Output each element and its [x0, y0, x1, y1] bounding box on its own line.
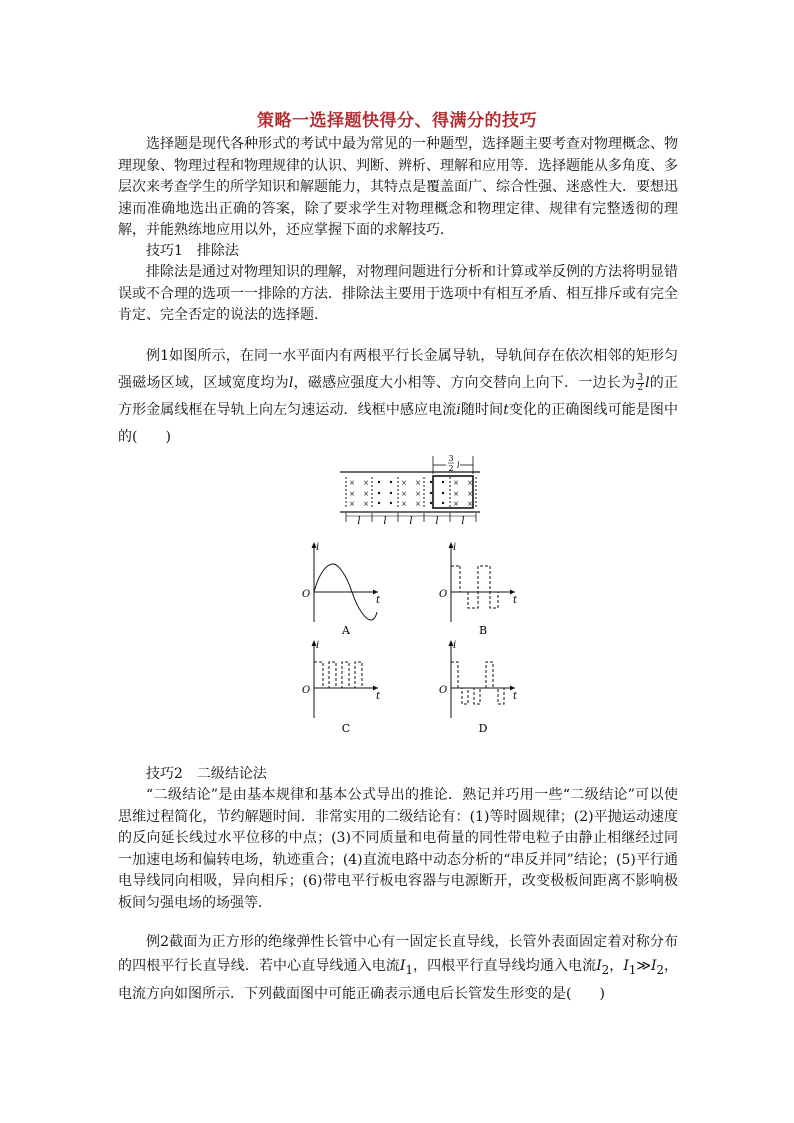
pulse-wave-d [451, 662, 504, 704]
variable-I1: I [399, 958, 406, 974]
subscript: 1 [405, 962, 413, 977]
dim-label: l [357, 516, 361, 527]
axis-t-label: t [376, 691, 381, 702]
axis-t-label: t [376, 595, 381, 606]
axis-i-label: i [316, 542, 320, 553]
svg-text:×: × [363, 479, 369, 487]
variable-t: t [503, 402, 509, 418]
svg-text:×: × [349, 479, 355, 487]
tip2-body: “二级结论”是由基本规律和基本公式导出的推论．熟记并巧用一些“二级结论”可以使思维过程简化，节约解题时间．非常实用的二级结论有：(1)等时圆规律；(2)平抛运动速度的反向延长线过水平位移的中点；(3)不同质量和电荷量的同性带电粒子由静止相继经过同一加速电场和偏转电场，轨迹重合；(4)直流电路中动态分析的“串反并同”结论；(5)平行通电导线同向相吸，异向相斥；(6)带电平行板电容器与电源断开，改变极板间距离不影响极板间匀强电场的场强等． [118, 787, 678, 911]
axis-i-label: i [453, 542, 457, 553]
variable-I2: I [596, 958, 602, 974]
example1-paragraph [118, 343, 678, 451]
field-markers [349, 479, 473, 508]
pulse-wave-c [314, 662, 362, 688]
fraction-denominator: 2 [637, 382, 644, 393]
graph-label-d: D [478, 722, 488, 735]
variable-i: i [456, 402, 461, 418]
example2-paragraph [118, 930, 678, 1006]
graph-b [439, 542, 518, 637]
example2-text: 例2截面为正方形的绝缘弹性长管中心有一固定长直导线，长管外表面固定着对称分布的四根平行长直导线．若中心直导线通入电流 [118, 934, 678, 974]
example1-text: 随时间 [460, 402, 504, 418]
axis-t-label: t [513, 691, 518, 702]
variable-I2: I [650, 958, 657, 974]
svg-text:×: × [415, 490, 421, 498]
dim-denominator: 2 [448, 464, 454, 473]
axis-t-label: t [513, 595, 518, 606]
page-title: 策略一选择题快得分、得满分的技巧 [257, 111, 537, 131]
svg-text:×: × [453, 479, 459, 487]
tip2-heading: 技巧2 二级结论法 [146, 766, 267, 782]
example2-text: ，电流方向如图所示．下列截面图中可能正确表示通电后长管发生形变的是( ) [118, 958, 679, 1002]
svg-text:×: × [363, 490, 369, 498]
fraction-numerator: 3 [637, 372, 644, 383]
subscript: 2 [656, 962, 664, 977]
graph-label-b: B [478, 624, 488, 637]
example1-figure [280, 452, 540, 742]
svg-text:×: × [415, 500, 421, 508]
fraction-three-halves [636, 374, 644, 393]
dim-var: l [457, 461, 460, 470]
variable-I1: I [623, 958, 629, 974]
svg-text:×: × [401, 490, 407, 498]
graph-label-a: A [342, 624, 350, 637]
dim-label: l [435, 516, 439, 527]
example1-text: 例1如图所示，在同一水平面内有两根平行长金属导轨，导轨间存在依次相邻的矩形匀强磁场区域，区域宽度均为 [118, 348, 678, 391]
origin-label: O [439, 589, 448, 600]
graph-d [439, 640, 518, 735]
axis-i-label: i [453, 640, 457, 651]
svg-text:×: × [349, 500, 355, 508]
svg-text:×: × [453, 500, 459, 508]
graph-c [302, 640, 381, 735]
svg-text:×: × [363, 500, 369, 508]
example2-text: ， [609, 958, 624, 974]
square-wave-b [451, 566, 498, 608]
dim-label: l [409, 516, 413, 527]
svg-text:×: × [415, 479, 421, 487]
dim-numerator: 3 [448, 454, 454, 463]
example1-text: 的正方形金属线框在导轨上向左匀速运动．线框中感应电流 [118, 375, 679, 418]
svg-text:×: × [349, 490, 355, 498]
subscript: 2 [601, 962, 610, 977]
origin-label: O [302, 685, 311, 696]
svg-text:×: × [401, 500, 407, 508]
tip1-body: 排除法是通过对物理知识的理解，对物理问题进行分析和计算或举反例的方法将明显错误或不合理的选项一一排除的方法．排除法主要用于选项中有相互矛盾、相互排斥或有完全肯定、完全否定的说法的选择题． [118, 264, 678, 323]
example2-text: ，四根平行直导线均通入电流 [412, 958, 597, 974]
svg-text:×: × [401, 479, 407, 487]
tip1-heading: 技巧1 排除法 [146, 243, 239, 259]
example1-text: ，磁感应强度大小相等、方向交替向上向下．一边长为 [293, 375, 636, 391]
dim-label: l [383, 516, 387, 527]
origin-label: O [302, 589, 311, 600]
svg-text:×: × [467, 479, 473, 487]
comparison-operator: ≫ [636, 958, 651, 974]
graph-label-c: C [341, 722, 351, 735]
origin-label: O [439, 685, 448, 696]
example1-text: 变化的正确图线可能是图中的( ) [118, 402, 679, 445]
svg-text:×: × [453, 490, 459, 498]
axis-i-label: i [316, 640, 320, 651]
svg-text:×: × [467, 490, 473, 498]
field-diagram [340, 454, 480, 527]
intro-paragraph: 选择题是现代各种形式的考试中最为常见的一种题型，选择题主要考查对物理概念、物理现象、物理过程和物理规律的认识、判断、辨析、理解和应用等．选择题能从多角度、多层次来考查学生的所学知识和解题能力，其特点是覆盖面广、综合性强、迷惑性大．要想迅速而准确地选出正确的答案，除了要求学生对物理概念和物理定律、规律有完整透彻的理解，并能熟练地应用以外，还应掌握下面的求解技巧． [118, 136, 678, 238]
subscript: 1 [628, 962, 637, 977]
variable-l: l [288, 375, 294, 391]
graph-a [301, 542, 381, 637]
dim-label: l [461, 516, 465, 527]
svg-text:×: × [467, 500, 473, 508]
variable-l: l [645, 375, 650, 391]
